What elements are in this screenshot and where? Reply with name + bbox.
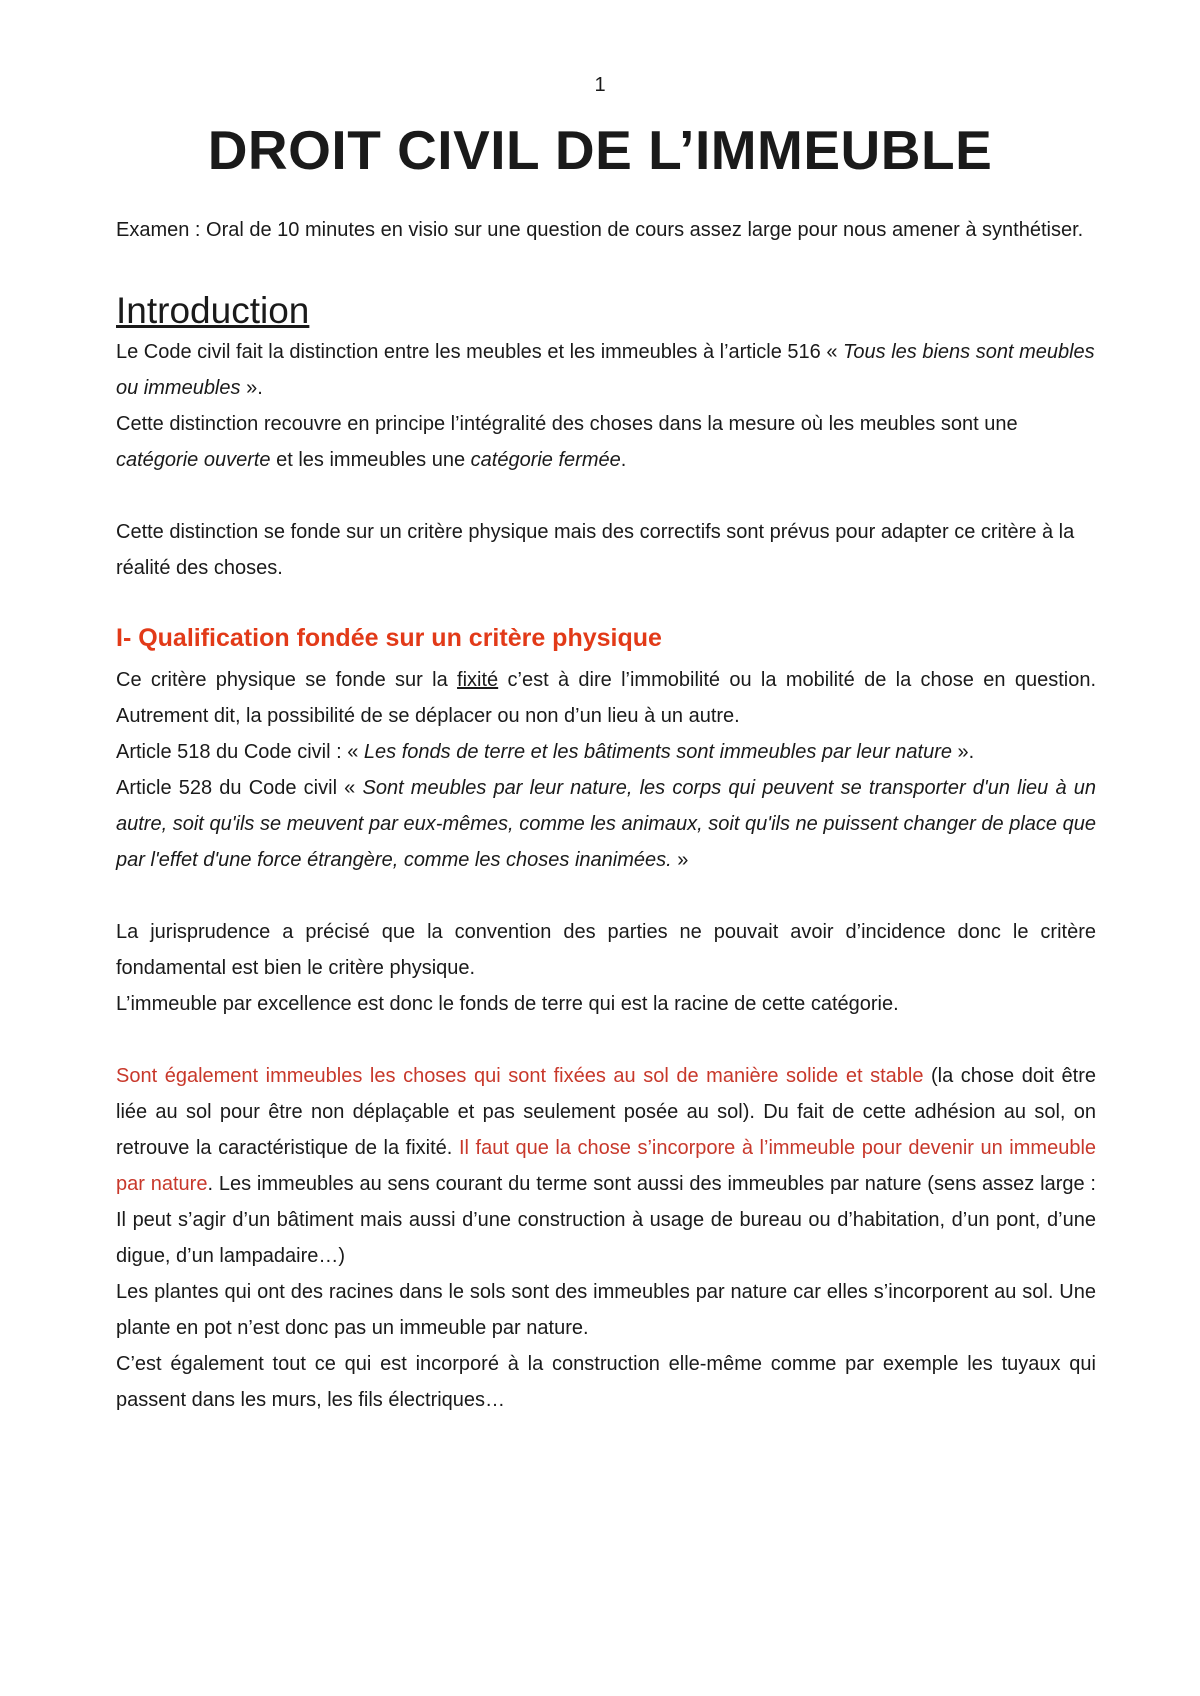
construction-paragraph: C’est également tout ce qui est incorporé à la construction elle-même comme par exemple les tuyaux qui passent dans les murs, les fils électriques… xyxy=(116,1353,1096,1411)
article-528-quote: Sont meubles par leur nature, les corps qui peuvent se transporter d'un lieu à un autre, soit qu'ils se meuvent par eux-mêmes, comme les animaux, soit qu'ils ne puissent changer de place que par l'effet d'une force étrangère, comme les choses inanimées. xyxy=(116,777,1096,871)
article-516-quote: Tous les biens sont meubles ou immeubles xyxy=(116,341,1095,399)
page-number: 1 xyxy=(594,74,606,96)
article-528-paragraph: Article 528 du Code civil « Sont meubles par leur nature, les corps qui peuvent se transporter d'un lieu à un autre, soit qu'ils se meuvent par eux-mêmes, comme les animaux, soit qu'ils ne puissent changer de place que par l'effet d'une force étrangère, comme les choses inanimées. » xyxy=(116,777,1096,871)
section-1-heading: I- Qualification fondée sur un critère physique xyxy=(116,624,662,652)
red-highlight-2: Il faut que la chose s’incorpore à l’immeuble pour devenir un immeuble par nature xyxy=(116,1137,1097,1195)
section-1-paragraph-1: Ce critère physique se fonde sur la fixité c’est à dire l’immobilité ou la mobilité de la chose en question. Autrement dit, la possibilité de se déplacer ou non d’un lieu à un autre. xyxy=(116,669,1096,727)
intro-paragraph-2: Cette distinction recouvre en principe l’intégralité des choses dans la mesure où les meubles sont une catégorie ouverte et les immeubles une catégorie fermée. xyxy=(116,413,1018,471)
document-body xyxy=(116,212,1096,1418)
fixed-things-paragraph: Sont également immeubles les choses qui sont fixées au sol de manière solide et stable (la chose doit être liée au sol pour être non déplaçable et pas seulement posée au sol). Du fait de cette adhésion au sol, on retrouve la caractéristique de la fixité. Il faut que la chose s’incorpore à l’immeuble pour devenir un immeuble par nature. Les immeubles au sens courant du terme sont aussi des immeubles par nature (sens assez large : Il peut s’agir d’un bâtiment mais aussi d’une construction à usage de bureau ou d’habitation, d’un pont, d’une digue, d’un lampadaire…) xyxy=(116,1065,1097,1267)
article-518-quote: Les fonds de terre et les bâtiments sont immeubles par leur nature xyxy=(363,741,952,763)
intro-paragraph-3: Cette distinction se fonde sur un critère physique mais des correctifs sont prévus pour adapter ce critère à la réalité des choses. xyxy=(116,521,1075,579)
open-category-term: catégorie ouverte xyxy=(116,449,271,471)
fixite-term: fixité xyxy=(457,669,499,691)
jurisprudence-paragraph: La jurisprudence a précisé que la convention des parties ne pouvait avoir d’incidence donc le critère fondamental est bien le critère physique. xyxy=(116,921,1096,979)
exam-paragraph: Examen : Oral de 10 minutes en visio sur une question de cours assez large pour nous amener à synthétiser. xyxy=(116,219,1084,241)
intro-paragraph-1: Le Code civil fait la distinction entre les meubles et les immeubles à l’article 516 « Tous les biens sont meubles ou immeubles ». xyxy=(116,341,1095,399)
article-518-paragraph: Article 518 du Code civil : « Les fonds de terre et les bâtiments sont immeubles par leur nature ». xyxy=(116,741,975,763)
document-title: DROIT CIVIL DE L’IMMEUBLE xyxy=(207,119,993,181)
introduction-heading: Introduction xyxy=(116,290,310,331)
plants-paragraph: Les plantes qui ont des racines dans le sols sont des immeubles par nature car elles s’incorporent au sol. Une plante en pot n’est donc pas un immeuble par nature. xyxy=(116,1281,1096,1339)
fonds-de-terre-paragraph: L’immeuble par excellence est donc le fonds de terre qui est la racine de cette catégorie. xyxy=(116,993,899,1015)
red-highlight-1: Sont également immeubles les choses qui sont fixées au sol de manière solide et stable xyxy=(116,1065,924,1087)
closed-category-term: catégorie fermée xyxy=(470,449,621,471)
